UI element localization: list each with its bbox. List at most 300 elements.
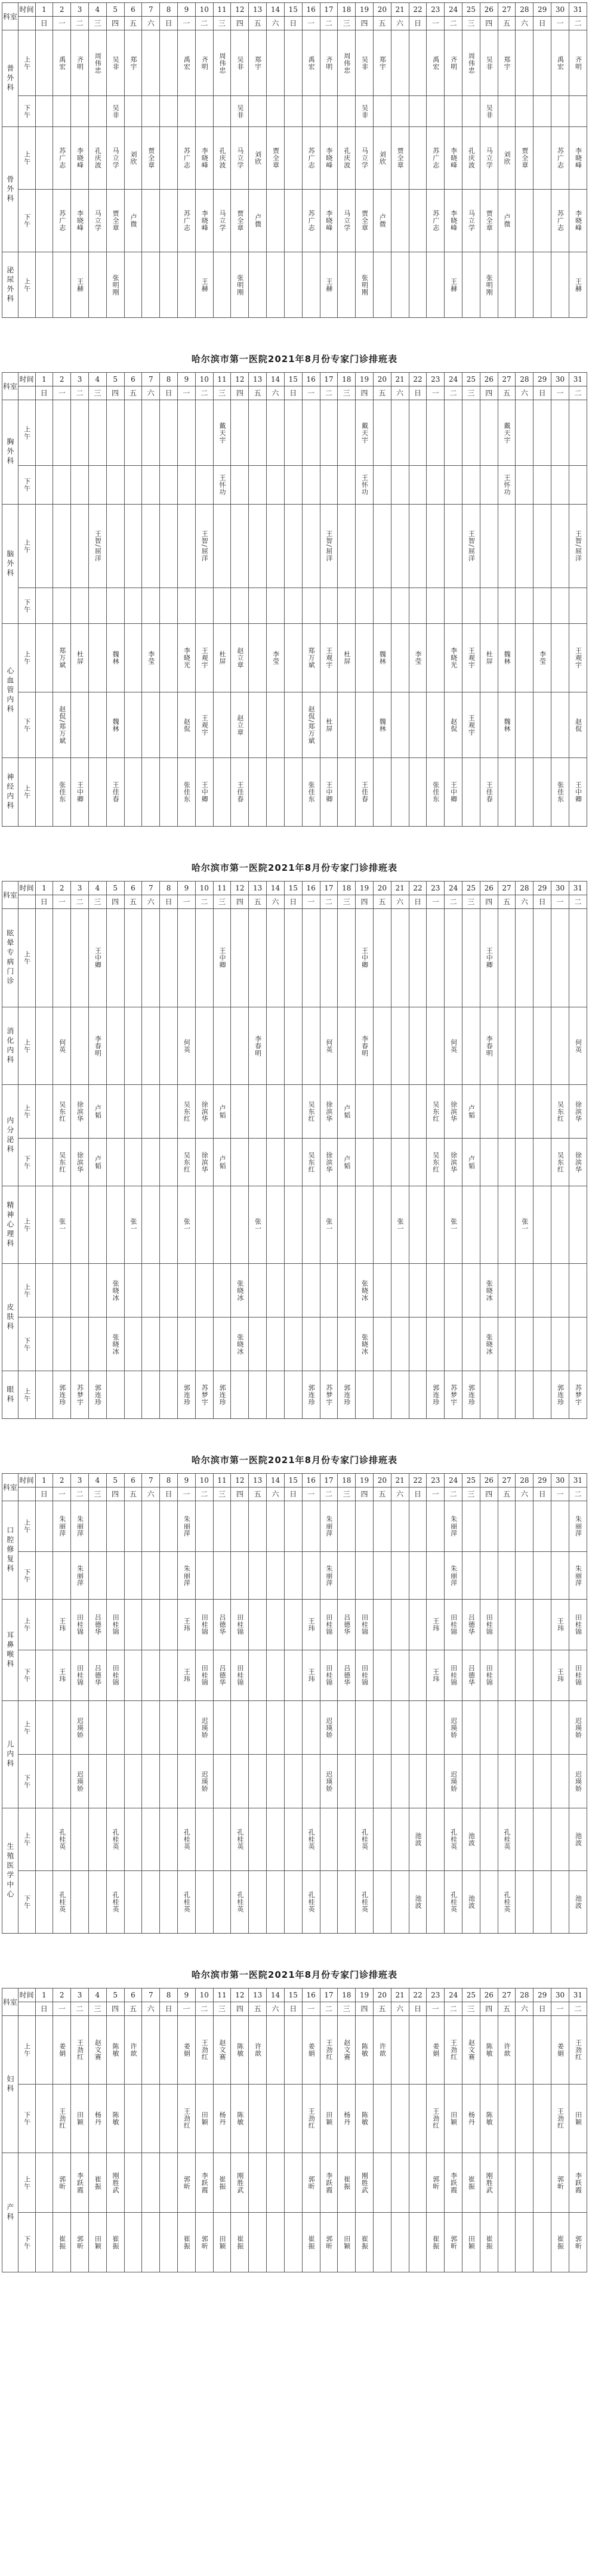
doctor-cell — [88, 2085, 106, 2153]
doctor-name: 周伟忠 — [94, 52, 102, 74]
doctor-cell — [302, 2085, 320, 2153]
doctor-name: 王中卿 — [94, 947, 102, 969]
date-cell: 29 — [534, 1474, 551, 1488]
doctor-name: 杜屏 — [485, 651, 494, 665]
weekday-cell: 一 — [178, 895, 196, 909]
doctor-cell — [480, 127, 498, 190]
date-cell: 28 — [516, 1474, 534, 1488]
dept-name-cell — [2, 505, 18, 624]
doctor-name: 许歆 — [503, 2043, 511, 2057]
doctor-cell — [124, 30, 142, 96]
doctor-cell — [480, 1650, 498, 1701]
doctor-name: 王中卿 — [449, 781, 458, 803]
doctor-cell — [302, 2153, 320, 2213]
doctor-name: 齐明 — [574, 55, 582, 70]
doctor-cell — [249, 758, 267, 827]
doctor-cell — [373, 1501, 391, 1552]
doctor-cell — [569, 96, 587, 127]
doctor-name: 郭昕 — [307, 2175, 316, 2190]
doctor-cell — [160, 127, 178, 190]
weekday-cell: 一 — [302, 17, 320, 30]
time-cell — [18, 466, 35, 505]
doctor-cell — [391, 1501, 409, 1552]
weekday-cell: 二 — [569, 2002, 587, 2016]
doctor-cell — [338, 2085, 356, 2153]
doctor-name: 李晓峰 — [76, 147, 84, 169]
doctor-cell — [160, 1264, 178, 1318]
doctor-name: 王中卿 — [76, 781, 84, 803]
doctor-name: 徐滨华 — [449, 1151, 458, 1173]
time-header-blank — [18, 2002, 35, 2016]
doctor-cell — [284, 1650, 302, 1701]
doctor-name: 迟瑛娇 — [76, 1717, 84, 1739]
date-cell: 1 — [35, 373, 53, 386]
doctor-name: 卢韬 — [94, 1155, 102, 1170]
doctor-cell — [373, 1371, 391, 1419]
doctor-name: 王怀功 — [360, 474, 369, 496]
doctor-cell — [551, 624, 569, 692]
doctor-name: 王玮 — [307, 1668, 316, 1683]
doctor-cell — [445, 1552, 462, 1600]
doctor-cell — [534, 1650, 551, 1701]
date-cell: 12 — [231, 1989, 249, 2002]
doctor-cell — [551, 1650, 569, 1701]
doctor-name: 郑宇 — [129, 55, 137, 70]
date-cell: 31 — [569, 373, 587, 386]
date-cell: 1 — [35, 1474, 53, 1488]
date-cell: 28 — [516, 882, 534, 895]
doctor-cell — [373, 2213, 391, 2272]
doctor-cell — [231, 1264, 249, 1318]
doctor-cell — [124, 1552, 142, 1600]
doctor-name: 李跃霞 — [201, 2172, 209, 2194]
doctor-cell — [427, 1186, 445, 1264]
doctor-cell — [53, 1007, 71, 1085]
doctor-cell — [569, 127, 587, 190]
dept-name-cell — [2, 1808, 18, 1934]
doctor-cell — [320, 190, 338, 252]
time-label: 上午 — [23, 1283, 31, 1298]
doctor-cell — [231, 2213, 249, 2272]
doctor-cell — [178, 505, 196, 588]
dept-name-cell — [2, 758, 18, 827]
doctor-name: 孔庆波 — [218, 147, 227, 169]
doctor-cell — [391, 505, 409, 588]
dept-name-cell — [2, 127, 18, 252]
doctor-name: 吴东红 — [307, 1100, 316, 1122]
weekday-cell: 六 — [391, 17, 409, 30]
doctor-name: 田颖 — [94, 2235, 102, 2250]
doctor-name: 吴非 — [236, 55, 244, 70]
doctor-name: 池波 — [414, 1832, 422, 1847]
doctor-cell — [106, 466, 124, 505]
doctor-name: 郭连珍 — [467, 1384, 476, 1406]
doctor-cell — [231, 1552, 249, 1600]
doctor-cell — [320, 1139, 338, 1186]
doctor-cell — [516, 624, 534, 692]
doctor-cell — [356, 1085, 374, 1139]
doctor-cell — [267, 1501, 285, 1552]
doctor-cell — [195, 2085, 213, 2153]
doctor-cell — [267, 505, 285, 588]
doctor-cell — [35, 1139, 53, 1186]
doctor-cell — [195, 252, 213, 318]
weekday-cell: 日 — [35, 17, 53, 30]
doctor-cell — [391, 2213, 409, 2272]
doctor-cell — [124, 466, 142, 505]
doctor-name: 魏林 — [112, 651, 120, 665]
schedule-table — [2, 881, 587, 1419]
doctor-cell — [569, 2016, 587, 2085]
time-label: 下午 — [23, 2111, 31, 2126]
doctor-cell — [195, 1371, 213, 1419]
doctor-cell — [213, 1552, 231, 1600]
doctor-cell — [445, 1650, 462, 1701]
doctor-name: 卢微 — [254, 214, 262, 228]
doctor-name: 苏广志 — [307, 210, 316, 231]
dept-name-cell — [2, 1371, 18, 1419]
weekday-cell: 一 — [302, 1488, 320, 1501]
doctor-cell — [249, 1701, 267, 1755]
doctor-cell — [88, 1600, 106, 1650]
weekday-cell: 日 — [534, 2002, 551, 2016]
doctor-cell — [35, 1371, 53, 1419]
doctor-cell — [320, 505, 338, 588]
doctor-cell — [356, 1007, 374, 1085]
doctor-cell — [267, 400, 285, 466]
date-cell: 23 — [427, 373, 445, 386]
doctor-cell — [409, 1264, 427, 1318]
doctor-name: 杨丹 — [218, 2111, 227, 2126]
schedule-block — [0, 342, 589, 851]
doctor-cell — [338, 2213, 356, 2272]
doctor-name: 杜屏 — [218, 651, 227, 665]
doctor-cell — [373, 692, 391, 758]
doctor-cell — [427, 1085, 445, 1139]
date-cell: 22 — [409, 882, 427, 895]
doctor-cell — [551, 692, 569, 758]
doctor-cell — [498, 2085, 516, 2153]
doctor-name: 迟瑛娇 — [574, 1717, 582, 1739]
doctor-name: 田桂锦 — [449, 1665, 458, 1686]
table-row — [2, 1650, 587, 1701]
date-cell: 7 — [142, 1989, 160, 2002]
dept-name: 眩晕专病门诊 — [5, 929, 14, 987]
doctor-cell — [551, 909, 569, 1007]
doctor-name: 王智/屈洋 — [574, 530, 582, 562]
date-cell: 12 — [231, 1474, 249, 1488]
weekday-cell: 日 — [284, 895, 302, 909]
weekday-cell: 日 — [534, 17, 551, 30]
doctor-name: 李春明 — [254, 1035, 262, 1057]
doctor-cell — [53, 30, 71, 96]
doctor-cell — [302, 2213, 320, 2272]
doctor-cell — [249, 252, 267, 318]
doctor-name: 李跃霞 — [76, 2172, 84, 2194]
doctor-name: 朱丽萍 — [76, 1564, 84, 1587]
doctor-name: 苏广志 — [556, 210, 565, 231]
date-cell: 13 — [249, 882, 267, 895]
doctor-name: 齐明 — [325, 55, 333, 70]
dept-name: 生殖医学中心 — [5, 1842, 14, 1900]
doctor-cell — [53, 1871, 71, 1934]
weekday-cell: 二 — [445, 17, 462, 30]
doctor-cell — [142, 400, 160, 466]
weekday-cell: 一 — [551, 1488, 569, 1501]
weekday-cell: 一 — [53, 2002, 71, 2016]
table-row — [2, 2153, 587, 2213]
doctor-name: 苏广志 — [307, 147, 316, 169]
doctor-cell — [88, 1755, 106, 1808]
doctor-name: 崔振 — [431, 2235, 440, 2250]
doctor-name: 杜屏 — [76, 651, 84, 665]
date-cell: 19 — [356, 882, 374, 895]
doctor-cell — [373, 127, 391, 190]
doctor-name: 田颖 — [467, 2235, 476, 2250]
doctor-cell — [88, 588, 106, 624]
doctor-name: 迟瑛娇 — [325, 1770, 333, 1792]
date-cell: 8 — [160, 1474, 178, 1488]
doctor-name: 王智/屈洋 — [94, 530, 102, 562]
doctor-cell — [302, 909, 320, 1007]
date-cell: 30 — [551, 1989, 569, 2002]
doctor-cell — [427, 2153, 445, 2213]
doctor-cell — [445, 1139, 462, 1186]
doctor-cell — [480, 1371, 498, 1419]
doctor-name: 姜娟 — [183, 2043, 191, 2057]
doctor-cell — [106, 909, 124, 1007]
doctor-name: 吴东红 — [58, 1100, 66, 1122]
doctor-name: 马立学 — [112, 147, 120, 169]
doctor-cell — [284, 1552, 302, 1600]
doctor-name: 禹宏 — [58, 55, 66, 70]
doctor-cell — [409, 1755, 427, 1808]
date-cell: 17 — [320, 882, 338, 895]
doctor-cell — [35, 624, 53, 692]
date-cell: 29 — [534, 1989, 551, 2002]
doctor-name: 李跃霞 — [325, 2172, 333, 2194]
doctor-cell — [71, 2153, 89, 2213]
date-cell: 18 — [338, 1989, 356, 2002]
doctor-cell — [373, 1085, 391, 1139]
doctor-cell — [534, 96, 551, 127]
doctor-cell — [427, 96, 445, 127]
weekday-cell: 二 — [71, 2002, 89, 2016]
doctor-cell — [106, 400, 124, 466]
doctor-cell — [124, 1318, 142, 1371]
dept-name-cell — [2, 2016, 18, 2153]
doctor-name: 刚胜武 — [485, 2172, 494, 2194]
doctor-name: 齐明 — [76, 55, 84, 70]
doctor-cell — [338, 1600, 356, 1650]
doctor-cell — [551, 252, 569, 318]
doctor-cell — [569, 1600, 587, 1650]
weekday-cell: 日 — [534, 386, 551, 400]
doctor-name: 郭连珍 — [431, 1384, 440, 1406]
doctor-name: 苏广志 — [183, 147, 191, 169]
doctor-cell — [71, 1501, 89, 1552]
doctor-name: 张晓冰 — [236, 1279, 244, 1301]
doctor-cell — [551, 1264, 569, 1318]
doctor-name: 吕德华 — [218, 1665, 227, 1686]
doctor-cell — [178, 1371, 196, 1419]
date-cell: 4 — [88, 1989, 106, 2002]
date-cell: 15 — [284, 373, 302, 386]
doctor-cell — [498, 1371, 516, 1419]
weekday-cell: 二 — [71, 386, 89, 400]
doctor-cell — [231, 1871, 249, 1934]
doctor-cell — [124, 758, 142, 827]
doctor-cell — [231, 588, 249, 624]
doctor-cell — [462, 400, 480, 466]
time-cell — [18, 505, 35, 588]
doctor-name: 周伟忠 — [343, 52, 351, 74]
doctor-cell — [409, 1650, 427, 1701]
doctor-cell — [534, 30, 551, 96]
doctor-cell — [551, 96, 569, 127]
doctor-cell — [534, 909, 551, 1007]
time-label: 上午 — [23, 277, 31, 292]
doctor-cell — [124, 252, 142, 318]
time-header: 时间 — [18, 882, 35, 895]
weekday-cell: 三 — [213, 895, 231, 909]
doctor-cell — [213, 252, 231, 318]
date-cell: 19 — [356, 3, 374, 17]
date-cell: 31 — [569, 882, 587, 895]
doctor-cell — [302, 252, 320, 318]
doctor-cell — [551, 1755, 569, 1808]
doctor-cell — [88, 96, 106, 127]
doctor-cell — [213, 2213, 231, 2272]
dept-name-cell — [2, 1600, 18, 1701]
doctor-cell — [338, 1755, 356, 1808]
doctor-cell — [195, 1600, 213, 1650]
weekday-cell: 五 — [373, 895, 391, 909]
doctor-cell — [391, 1552, 409, 1600]
doctor-cell — [427, 1552, 445, 1600]
doctor-cell — [267, 1552, 285, 1600]
doctor-cell — [124, 1808, 142, 1871]
time-label: 下午 — [23, 598, 31, 613]
doctor-cell — [480, 252, 498, 318]
doctor-cell — [284, 2153, 302, 2213]
doctor-name: 王观宇 — [325, 647, 333, 669]
doctor-cell — [462, 30, 480, 96]
doctor-cell — [71, 1371, 89, 1419]
doctor-name: 王中卿 — [574, 781, 582, 803]
doctor-cell — [373, 1808, 391, 1871]
doctor-name: 朱丽萍 — [183, 1564, 191, 1587]
doctor-cell — [391, 1318, 409, 1371]
dept-name-cell — [2, 1701, 18, 1808]
date-cell: 20 — [373, 3, 391, 17]
doctor-name: 田桂锦 — [485, 1614, 494, 1635]
doctor-cell — [338, 1186, 356, 1264]
doctor-name: 崔振 — [218, 2175, 227, 2190]
doctor-cell — [409, 1085, 427, 1139]
doctor-name: 孔桂英 — [503, 1891, 511, 1913]
weekday-cell: 一 — [427, 17, 445, 30]
doctor-cell — [284, 2016, 302, 2085]
doctor-name: 王玮 — [556, 1668, 565, 1683]
date-cell: 10 — [195, 1474, 213, 1488]
date-cell: 8 — [160, 1989, 178, 2002]
doctor-name: 吴东红 — [183, 1151, 191, 1173]
doctor-cell — [551, 1318, 569, 1371]
weekday-cell: 四 — [106, 1488, 124, 1501]
doctor-cell — [462, 505, 480, 588]
doctor-cell — [516, 2085, 534, 2153]
time-label: 下午 — [23, 2235, 31, 2250]
doctor-cell — [391, 692, 409, 758]
doctor-cell — [462, 909, 480, 1007]
doctor-name: 王智/屈洋 — [325, 530, 333, 562]
doctor-cell — [106, 1139, 124, 1186]
doctor-cell — [427, 624, 445, 692]
doctor-cell — [498, 1007, 516, 1085]
date-cell: 7 — [142, 882, 160, 895]
doctor-name: 李晓峰 — [76, 210, 84, 231]
doctor-name: 李晓峰 — [574, 210, 582, 231]
doctor-cell — [569, 400, 587, 466]
doctor-cell — [284, 1085, 302, 1139]
date-cell: 16 — [302, 882, 320, 895]
doctor-name: 马立学 — [236, 147, 244, 169]
doctor-cell — [516, 1650, 534, 1701]
doctor-cell — [534, 1371, 551, 1419]
doctor-cell — [71, 1755, 89, 1808]
doctor-name: 王赫 — [449, 277, 458, 292]
doctor-cell — [88, 1318, 106, 1371]
schedule-block — [0, 1443, 589, 1957]
date-cell: 27 — [498, 3, 516, 17]
doctor-cell — [213, 2085, 231, 2153]
doctor-cell — [373, 909, 391, 1007]
time-cell — [18, 1139, 35, 1186]
doctor-name: 王观宇 — [201, 714, 209, 736]
dept-name: 耳鼻喉科 — [5, 1631, 14, 1669]
weekday-cell: 三 — [338, 895, 356, 909]
doctor-cell — [160, 252, 178, 318]
doctor-name: 张一 — [396, 1217, 405, 1232]
doctor-cell — [356, 2085, 374, 2153]
doctor-cell — [302, 127, 320, 190]
table-row — [2, 466, 587, 505]
doctor-cell — [338, 2153, 356, 2213]
doctor-name: 陈敏 — [236, 2111, 244, 2126]
doctor-name: 杨丹 — [343, 2111, 351, 2126]
doctor-cell — [534, 624, 551, 692]
doctor-cell — [427, 1139, 445, 1186]
doctor-name: 田桂锦 — [449, 1614, 458, 1635]
doctor-cell — [160, 1701, 178, 1755]
doctor-cell — [178, 1600, 196, 1650]
doctor-name: 田桂锦 — [112, 1614, 120, 1635]
time-cell — [18, 1871, 35, 1934]
doctor-cell — [267, 2016, 285, 2085]
doctor-cell — [106, 2213, 124, 2272]
doctor-cell — [124, 624, 142, 692]
doctor-cell — [71, 1650, 89, 1701]
doctor-cell — [551, 2213, 569, 2272]
weekday-cell: 一 — [53, 386, 71, 400]
doctor-cell — [284, 1139, 302, 1186]
doctor-cell — [53, 1139, 71, 1186]
doctor-name: 王玮 — [431, 1618, 440, 1632]
doctor-name: 吴非 — [360, 55, 369, 70]
doctor-name: 孔桂英 — [449, 1891, 458, 1913]
doctor-cell — [213, 1186, 231, 1264]
